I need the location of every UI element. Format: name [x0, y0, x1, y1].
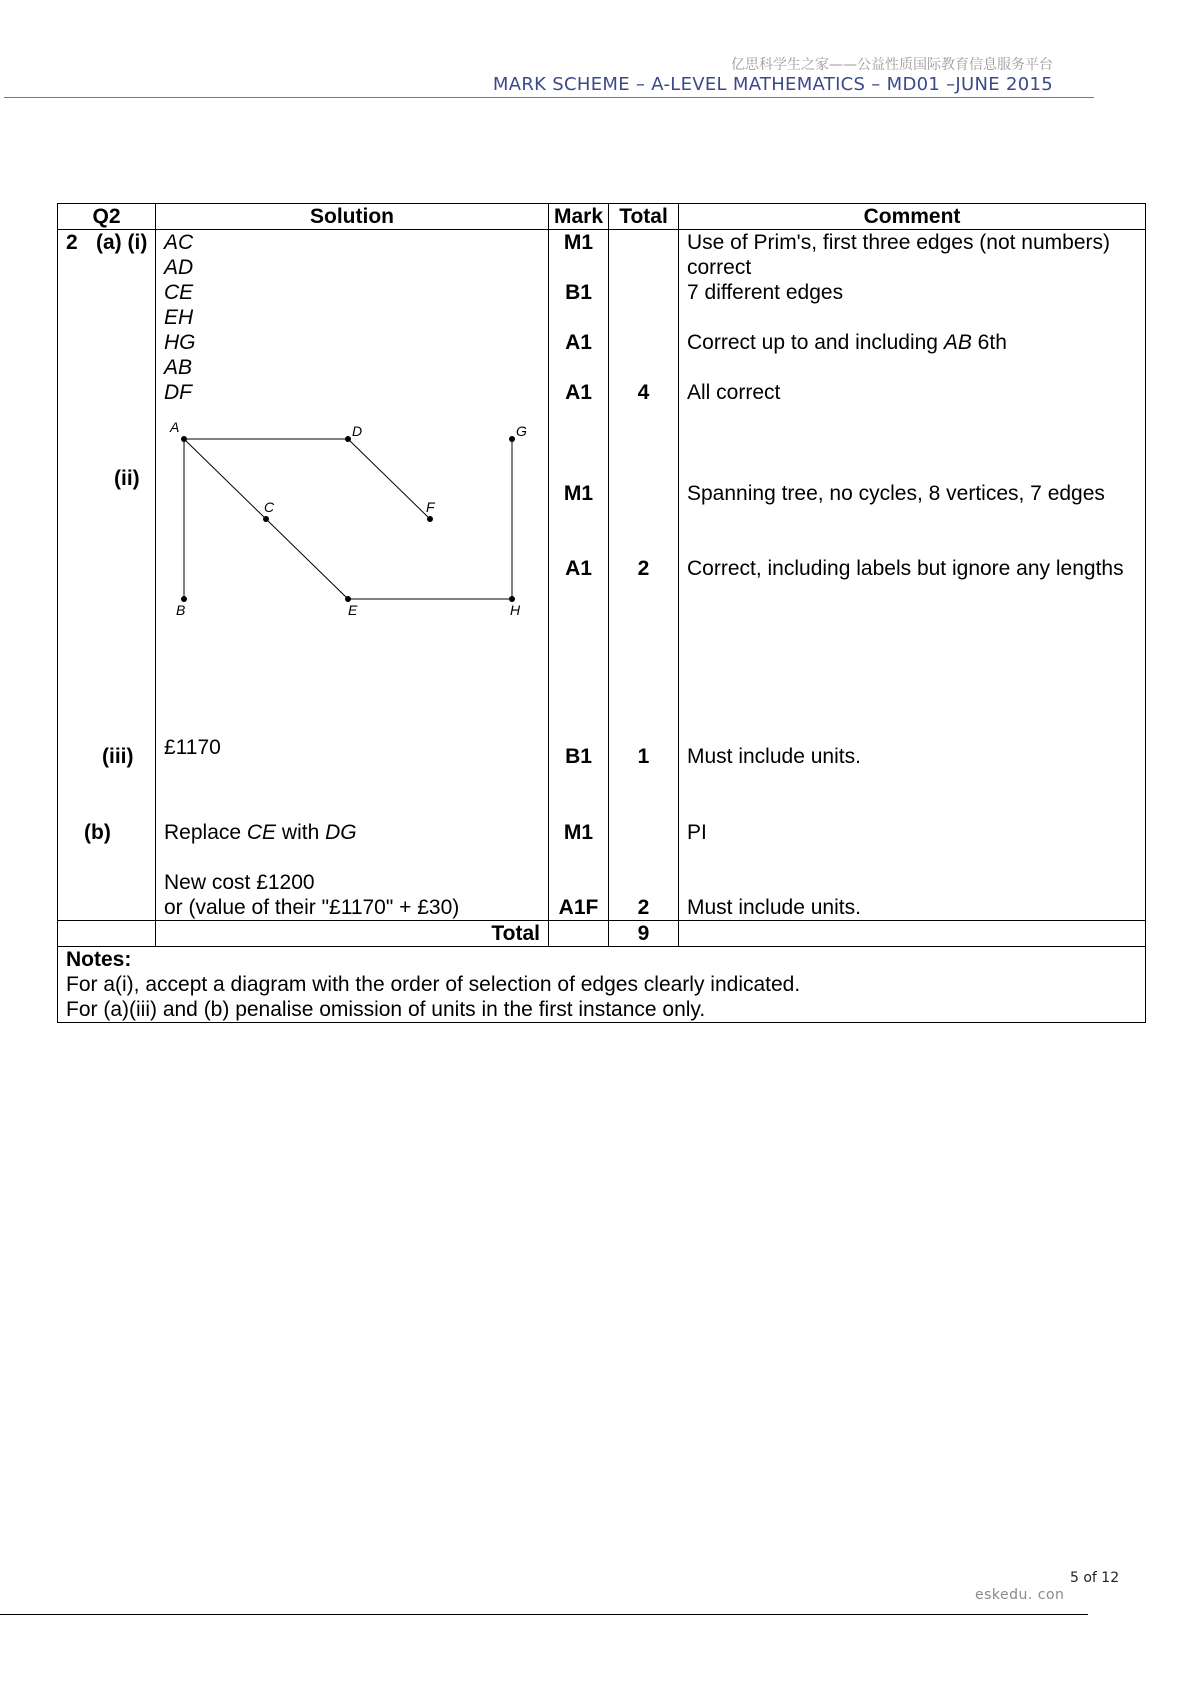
total-row-blank	[679, 921, 1146, 947]
vertex-label-f: F	[426, 499, 435, 515]
mark-scheme-table	[57, 203, 1146, 1023]
edge-item: HG	[164, 331, 196, 354]
notes-line: For (a)(iii) and (b) penalise omission of units in the first instance only.	[66, 998, 706, 1021]
comment-text-with-edge	[687, 330, 1007, 355]
comment-text: Must include units.	[687, 745, 861, 768]
footer-divider	[0, 1614, 1088, 1615]
edge-item: DF	[164, 381, 192, 404]
notes-row	[58, 947, 1146, 1023]
mark-value: M1	[563, 231, 594, 254]
mark-value: M1	[563, 482, 594, 505]
comment-cell	[679, 230, 1146, 921]
vertex-label-a: A	[170, 419, 180, 435]
header-comment: Comment	[679, 204, 1146, 230]
mark-value: A1	[565, 381, 592, 404]
question-body-row	[58, 230, 1146, 921]
header-mark: Mark	[549, 204, 609, 230]
footer-site: eskedu. con	[975, 1587, 1065, 1603]
comment-edge: AB	[943, 331, 972, 354]
header-divider	[4, 97, 1094, 98]
vertex-label-e: E	[348, 602, 358, 618]
question-parts-cell	[58, 230, 156, 921]
mark-value: A1	[565, 331, 592, 354]
spanning-tree-diagram	[164, 419, 527, 622]
mark-value: A1	[565, 557, 592, 580]
page-number: 5 of 12	[1070, 1570, 1120, 1586]
vertex-label-c: C	[264, 499, 275, 515]
comment-text: 6th	[971, 331, 1007, 354]
mark-value: A1F	[558, 896, 599, 919]
b-solution-text: Replace	[164, 821, 247, 844]
b-solution-edge-dg: DG	[325, 821, 357, 844]
b-solution-line-1	[164, 820, 357, 845]
edge-item: AB	[164, 356, 193, 379]
header-q: Q2	[58, 204, 156, 230]
vertex-label-b: B	[176, 602, 186, 618]
notes-heading: Notes:	[66, 948, 132, 971]
part-total: 2	[637, 896, 650, 919]
part-total: 4	[637, 381, 650, 404]
edge-item: EH	[164, 306, 194, 329]
comment-text: Correct, including labels but ignore any lengths	[687, 557, 1124, 580]
header-site-name: 亿思科学生之家——公益性质国际教育信息服务平台	[731, 57, 1053, 73]
edge-item: AD	[164, 256, 194, 279]
part-total: 2	[637, 557, 650, 580]
a-iii-solution: £1170	[164, 736, 221, 759]
vertex-label-h: H	[510, 602, 521, 618]
mark-value: B1	[565, 281, 592, 304]
header-solution: Solution	[156, 204, 549, 230]
edge-item: AC	[164, 231, 194, 254]
total-label: Total	[156, 921, 549, 947]
edge-list	[164, 230, 196, 405]
part-a-ii-label: (ii)	[114, 467, 140, 490]
part-total: 1	[637, 745, 650, 768]
part-a-i-label: (a) (i)	[96, 231, 148, 254]
solution-cell	[156, 230, 549, 921]
total-row-blank	[58, 921, 156, 947]
vertex-label-d: D	[352, 423, 363, 439]
table-header-row	[58, 204, 1146, 230]
edge-item: CE	[164, 281, 194, 304]
b-solution-line-2: New cost £1200	[164, 871, 315, 894]
total-row-blank	[549, 921, 609, 947]
comment-text: PI	[687, 821, 707, 844]
comment-text: Must include units.	[687, 896, 861, 919]
notes-cell	[58, 947, 1146, 1023]
comment-text: Use of Prim's, first three edges (not numbers) correct	[687, 231, 1110, 279]
document-title: MARK SCHEME – A-LEVEL MATHEMATICS – MD01 –JUNE 2015	[492, 74, 1053, 95]
header-total: Total	[609, 204, 679, 230]
comment-text: 7 different edges	[687, 281, 844, 304]
vertex-label-g: G	[516, 423, 527, 439]
part-b-label: (b)	[84, 821, 111, 844]
b-solution-line-3: or (value of their "£1170" + £30)	[164, 896, 460, 919]
total-row	[58, 921, 1146, 947]
mark-value: B1	[565, 745, 592, 768]
notes-line: For a(i), accept a diagram with the order of selection of edges clearly indicated.	[66, 973, 801, 996]
mark-cell	[549, 230, 609, 921]
comment-text: Correct up to and including	[687, 331, 944, 354]
b-solution-text: with	[276, 821, 326, 844]
comment-text: Spanning tree, no cycles, 8 vertices, 7 edges	[687, 482, 1105, 505]
part-a-iii-label: (iii)	[102, 745, 134, 768]
comment-text: All correct	[687, 381, 781, 404]
question-number: 2	[66, 231, 78, 254]
b-solution-edge-ce: CE	[246, 821, 277, 844]
grand-total: 9	[609, 921, 679, 947]
mark-value: M1	[563, 821, 594, 844]
total-cell	[609, 230, 679, 921]
